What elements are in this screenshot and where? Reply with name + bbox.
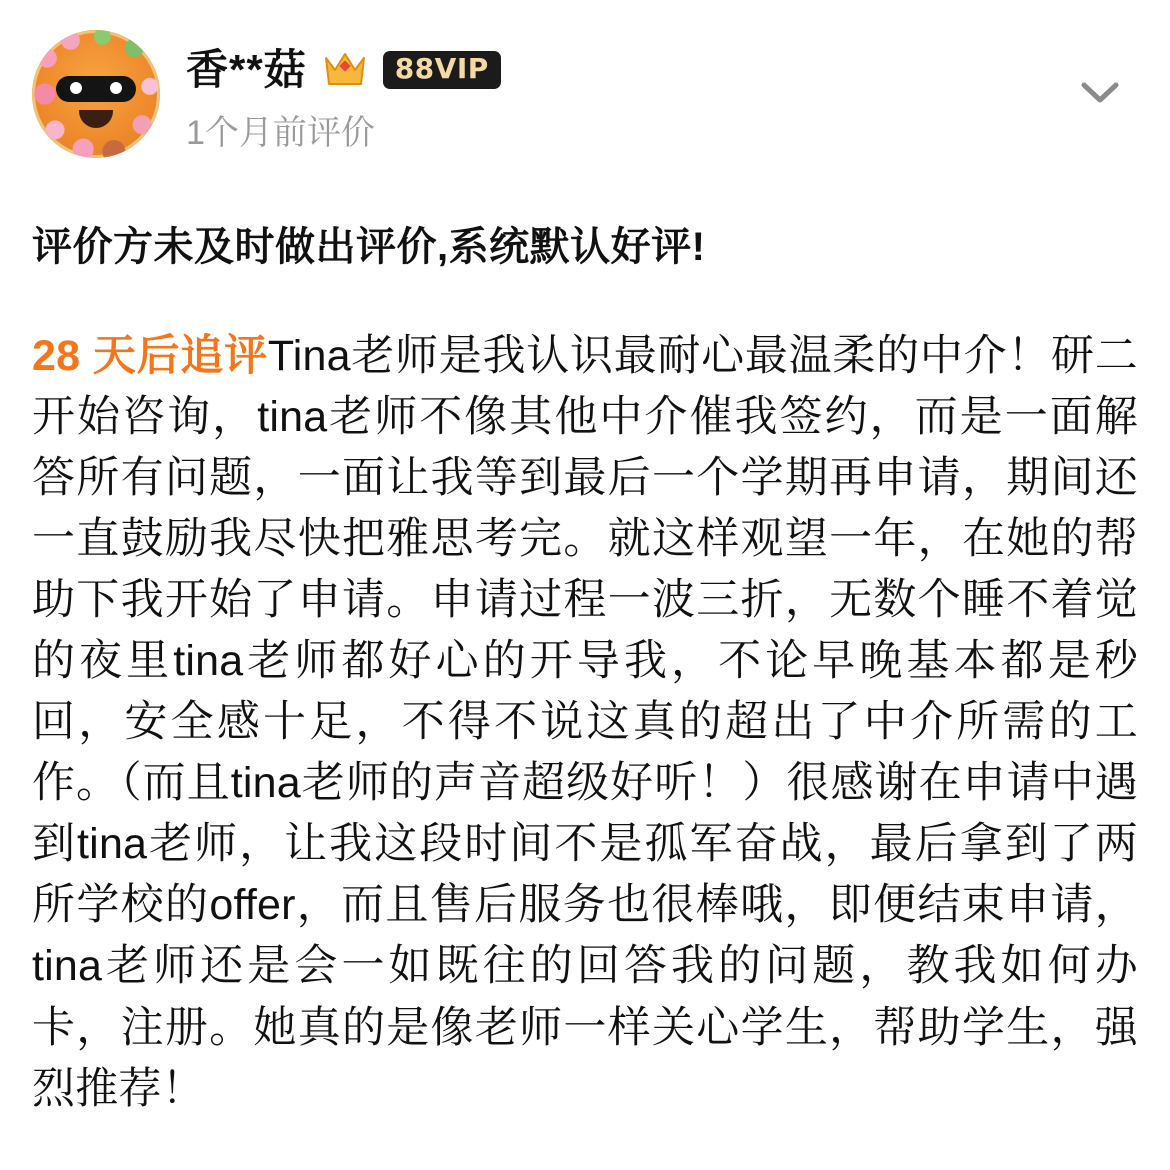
avatar[interactable]: [32, 30, 160, 158]
first-comment-text: 评价方未及时做出评价,系统默认好评!: [32, 225, 706, 269]
review-author-info: [186, 30, 501, 150]
append-review-label: 28 天后追评: [32, 332, 268, 380]
author-nickname: 香**菇: [186, 46, 307, 93]
avatar-mouth-icon: [79, 110, 113, 128]
author-name-row: [186, 44, 501, 96]
review-body: [32, 220, 1138, 1120]
append-review-text: Tina老师是我认识最耐心最温柔的中介！研二开始咨询，tina老师不像其他中介催我签约，而是一面解答所有问题，一面让我等到最后一个学期再申请，期间还一直鼓励我尽快把雅思考完。就这样观望一年，在她的帮助下我开始了申请。申请过程一波三折，无数个睡不着觉的夜里tina老师都好心的开导我，不论早晚基本都是秒回，安全感十足，不得不说这真的超出了中介所需的工作。（而且tina老师的声音超级好听！）很感谢在申请中遇到tina老师，让我这段时间不是孤军奋战，最后拿到了两所学校的offer，而且售后服务也很棒哦，即便结束申请，tina老师还是会一如既往的回答我的问题，教我如何办卡，注册。她真的是像老师一样关心学生，帮助学生，强烈推荐！: [32, 332, 1138, 1113]
vip-badge: 88VIP: [383, 51, 501, 89]
avatar-sunglasses-icon: [56, 76, 136, 102]
review-header: [32, 30, 1138, 180]
chevron-down-icon[interactable]: [1072, 64, 1128, 120]
crown-icon: [323, 50, 367, 90]
review-timestamp: 1个月前评价: [186, 114, 375, 152]
append-review-block: [32, 326, 1138, 1120]
